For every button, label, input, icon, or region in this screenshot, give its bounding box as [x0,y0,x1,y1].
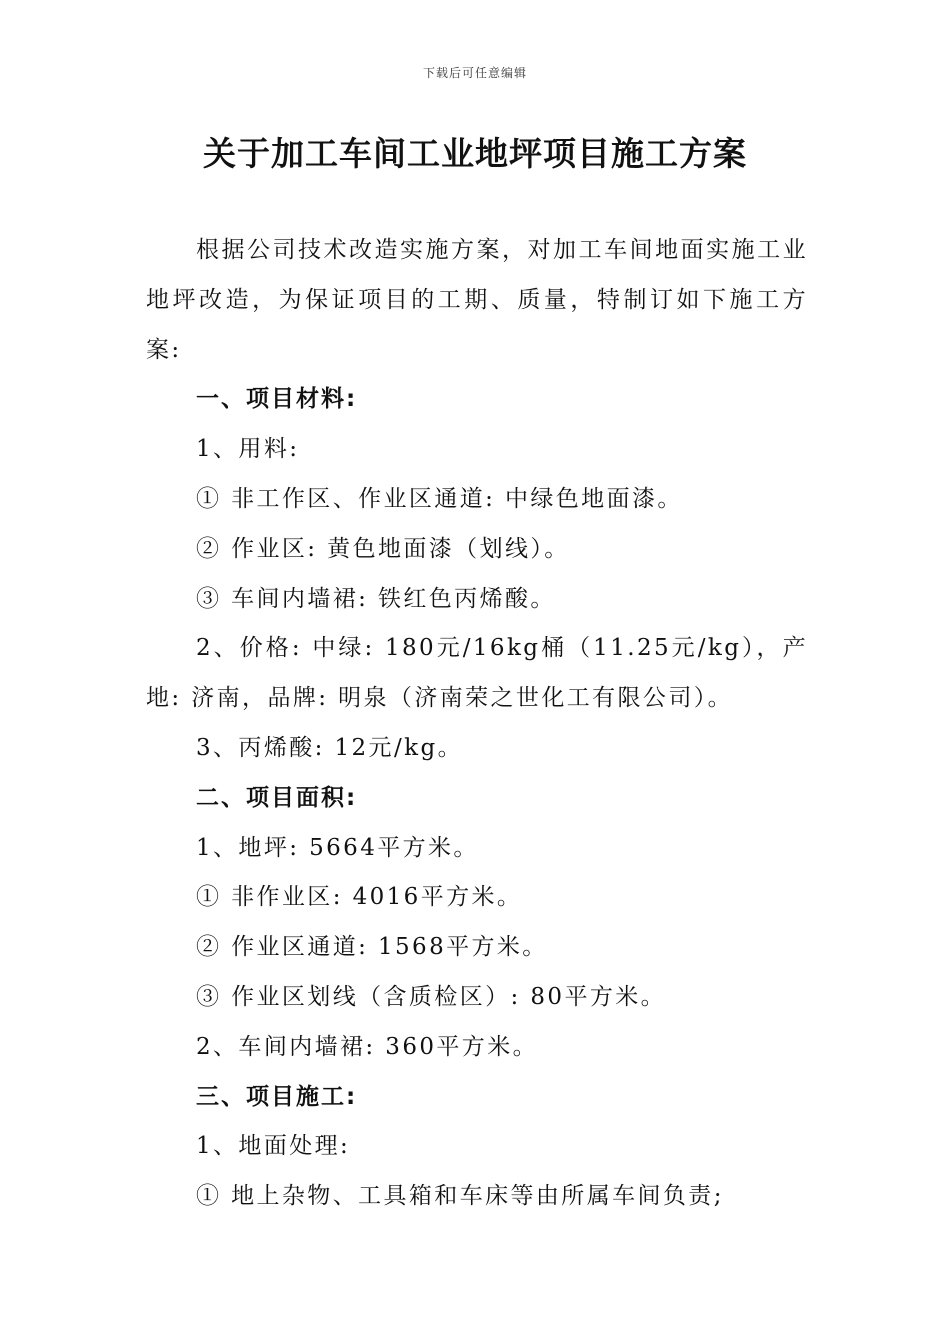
section-1-item-1: 1、用料: [196,436,300,463]
section-3-sub-1: ① 地上杂物、工具箱和车床等由所属车间负责; [196,1183,724,1210]
section-3-item-1: 1、地面处理: [196,1133,351,1160]
section-2-item-1: 1、地坪: 5664平方米。 [196,834,479,861]
section-2-heading: 二、项目面积: [196,784,358,811]
section-1-item-2: 2、价格: 中绿: 180元/16kg桶（11.25元/kg），产地: 济南，品牌: 明泉（济南荣之世化工有限公司）。 [146,635,808,712]
intro-paragraph: 根据公司技术改造实施方案，对加工车间地面实施工业地坪改造，为保证项目的工期、质量，特制订如下施工方案: [146,237,808,363]
header-note: 下载后可任意编辑 [422,66,527,80]
document-body [146,226,808,1222]
section-2-item-2: 2、车间内墙裙: 360平方米。 [196,1033,538,1060]
section-3-heading: 三、项目施工: [196,1083,358,1110]
section-2-sub-3: ③ 作业区划线（含质检区）: 80平方米。 [196,983,667,1010]
section-2-sub-2: ② 作业区通道: 1568平方米。 [196,934,548,961]
section-1-sub-3: ③ 车间内墙裙: 铁红色丙烯酸。 [196,585,556,612]
section-2-sub-1: ① 非作业区: 4016平方米。 [196,884,523,911]
document-title: 关于加工车间工业地坪项目施工方案 [203,134,747,173]
section-1-heading: 一、项目材料: [196,386,358,413]
section-1-item-3: 3、丙烯酸: 12元/kg。 [196,734,463,761]
section-1-sub-2: ② 作业区: 黄色地面漆（划线）。 [196,535,570,562]
section-1-sub-1: ① 非工作区、作业区通道: 中绿色地面漆。 [196,485,683,512]
